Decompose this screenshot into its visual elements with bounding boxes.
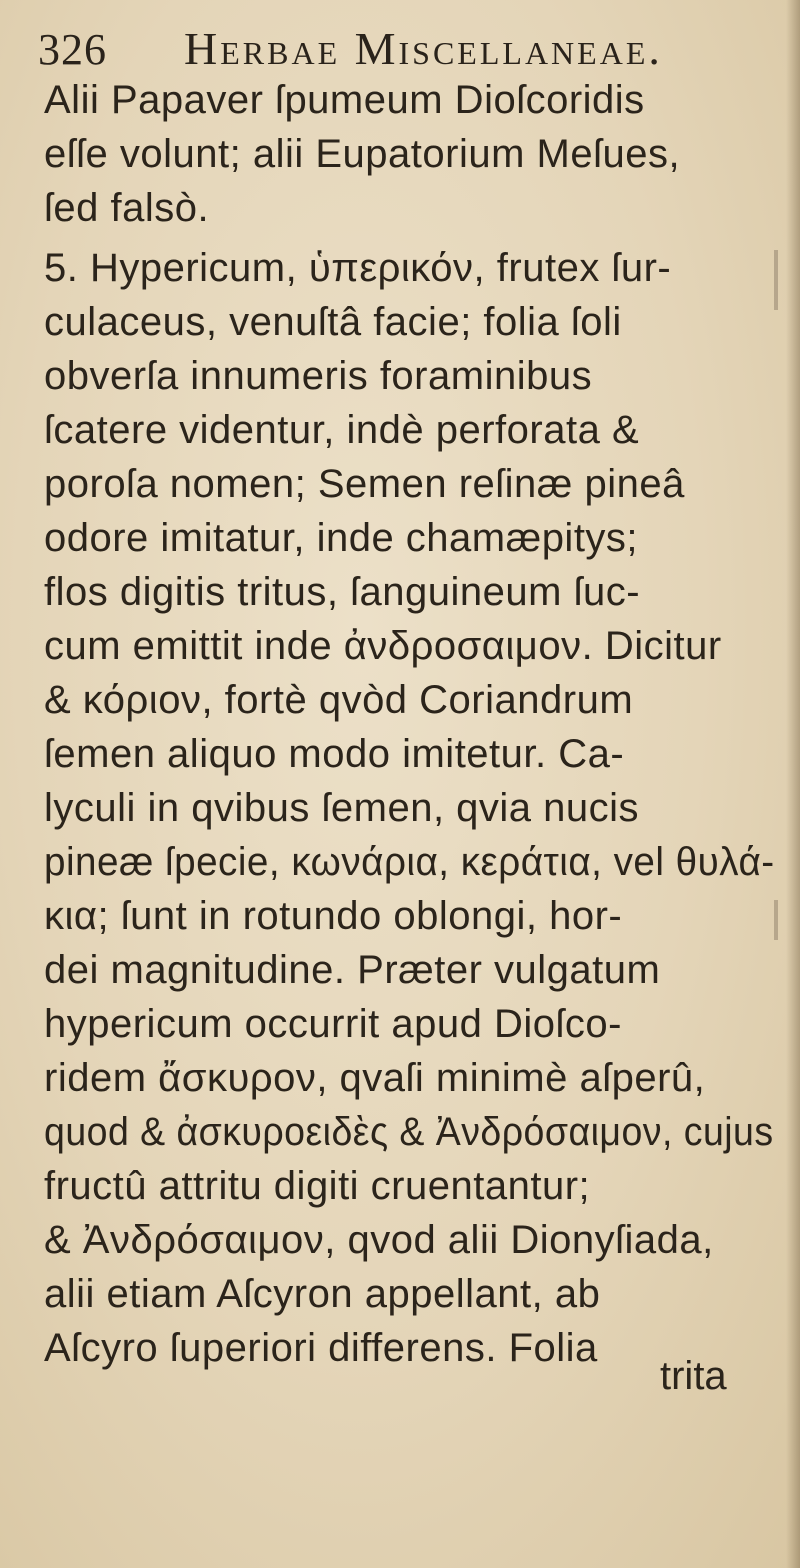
text-line: pineæ ſpecie, κωνάρια, κεράτια, vel θυλά-	[44, 840, 775, 884]
text-line: culaceus, venuſtâ facie; folia ſoli	[44, 300, 622, 344]
body-text	[44, 72, 774, 1412]
text-line: poroſa nomen; Semen reſinæ pineâ	[44, 462, 685, 506]
text-line: Aſcyro ſuperiori differens. Folia	[44, 1326, 598, 1370]
text-line: eſſe volunt; alii Eupatorium Meſues,	[44, 132, 681, 176]
ink-bleed-mark	[774, 900, 778, 940]
text-line: fructû attritu digiti cruentantur;	[44, 1164, 591, 1208]
page-number: 326	[38, 25, 107, 74]
text-line: & Ἀνδρόσαιμον, qvod alii Dionyſiada,	[44, 1218, 714, 1262]
text-line: quod & ἀσκυροειδὲς & Ἀνδρόσαιμον, cujus	[44, 1110, 774, 1154]
text-line: & κόριον, fortè qvòd Coriandrum	[44, 678, 634, 722]
text-line: lyculi in qvibus ſemen, qvia nucis	[44, 786, 640, 830]
page-header	[36, 20, 756, 80]
text-line: 5. Hypericum, ὑπερικόν, frutex ſur-	[44, 246, 672, 290]
text-line: cum emittit inde ἀνδροσαιμον. Dicitur	[44, 624, 722, 668]
running-head: Herbae Miscellaneae.	[184, 23, 663, 74]
text-line: hypericum occurrit apud Dioſco-	[44, 1002, 622, 1046]
text-line: ſemen aliquo modo imitetur. Ca-	[44, 732, 625, 776]
text-line: Alii Papaver ſpumeum Dioſcoridis	[44, 78, 645, 122]
text-line: obverſa innumeris foraminibus	[44, 354, 593, 398]
ink-bleed-mark	[774, 250, 778, 310]
text-line: κια; ſunt in rotundo oblongi, hor-	[44, 894, 623, 938]
text-line: ſed falsò.	[44, 186, 210, 230]
text-line: flos digitis tritus, ſanguineum ſuc-	[44, 570, 641, 614]
text-line: dei magnitudine. Præter vulgatum	[44, 948, 661, 992]
text-line: alii etiam Aſcyron appellant, ab	[44, 1272, 601, 1316]
text-line: ſcatere videntur, indè perforata &	[44, 408, 640, 452]
text-line: odore imitatur, inde chamæpitys;	[44, 516, 639, 560]
text-line: ridem ἄσκυρον, qvaſi minimè aſperû,	[44, 1056, 706, 1100]
page-edge-shadow	[786, 0, 800, 1568]
catchword: trita	[660, 1354, 727, 1398]
